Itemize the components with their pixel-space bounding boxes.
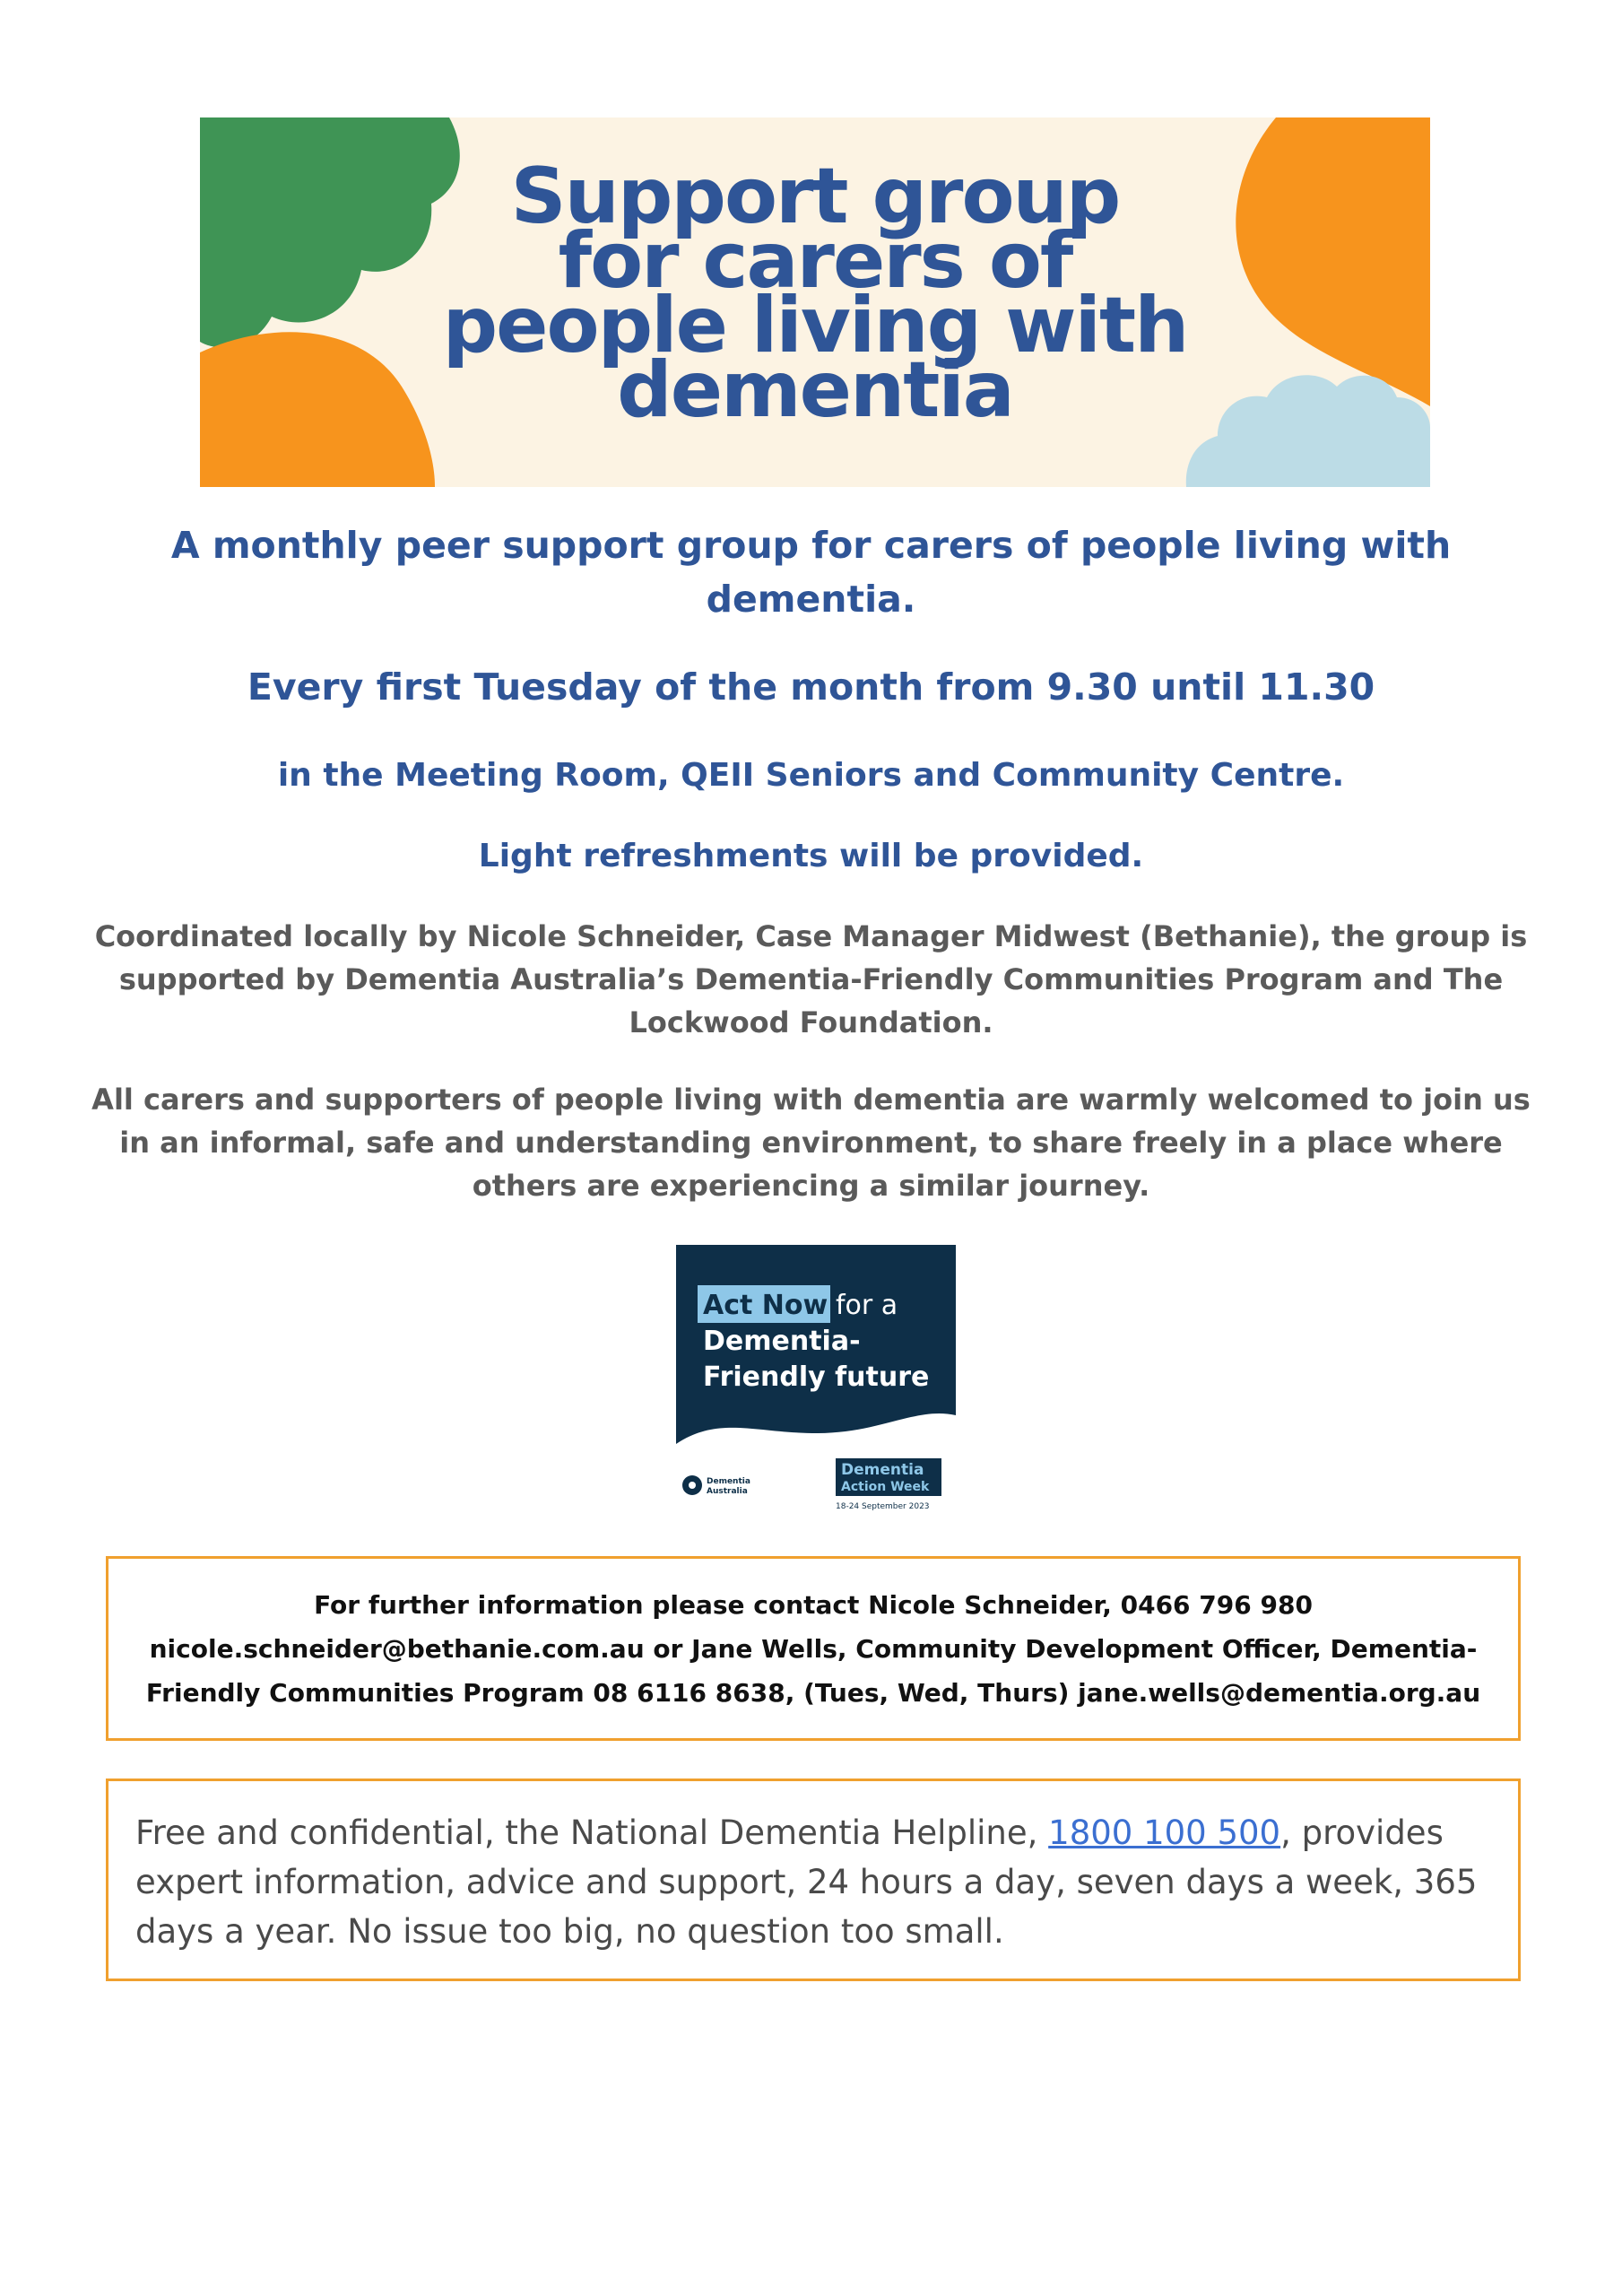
- logo-line2: Dementia-: [703, 1326, 861, 1357]
- header-banner: [200, 117, 1430, 487]
- da-line2: Australia: [707, 1487, 748, 1496]
- act-now-text: Act Now: [703, 1290, 828, 1321]
- refreshments-text: Light refreshments will be provided.: [478, 838, 1144, 874]
- banner-title-line: Support group: [510, 152, 1120, 241]
- helpline-text: [135, 1808, 1491, 1956]
- welcome-paragraph: All carers and supporters of people living with dementia are warmly welcomed to join us in an informal, safe and understanding environment, to share freely in a place where others are experiencing a similar journey.: [91, 1083, 1531, 1203]
- banner-title: [200, 152, 1430, 435]
- da-line1: Dementia: [707, 1477, 750, 1486]
- contact-info-box: [106, 1556, 1521, 1741]
- banner-title-line: for carers of: [558, 216, 1072, 306]
- intro-text: A monthly peer support group for carers of people living with dementia.: [170, 524, 1452, 621]
- banner-title-line: dementia: [617, 345, 1013, 435]
- daw-line2: Action Week: [841, 1480, 930, 1494]
- daw-line1: Dementia: [841, 1461, 924, 1479]
- dementia-action-week-logo: [674, 1245, 958, 1514]
- helpline-box: [106, 1779, 1521, 1981]
- venue-text: in the Meeting Room, QEII Seniors and Community Centre.: [277, 757, 1345, 794]
- banner-title-line: people living with: [442, 281, 1188, 370]
- coordination-paragraph: Coordinated locally by Nicole Schneider, Case Manager Midwest (Bethanie), the group is supported by Dementia Australia’s Dementia-Friendly Communities Program and The Lockwood Foundation.: [94, 919, 1528, 1039]
- helpline-text-after: , provides expert information, advice and support, 24 hours a day, seven days a week, 365 days a year. No issue too big, no question too small.: [135, 1813, 1478, 1951]
- helpline-text-before: Free and confidential, the National Dementia Helpline,: [135, 1813, 1049, 1852]
- schedule-text: Every first Tuesday of the month from 9.30 until 11.30: [247, 665, 1375, 709]
- for-a-text: for a: [836, 1290, 898, 1321]
- dementia-australia-logo: [682, 1475, 750, 1496]
- helpline-phone-link[interactable]: 1800 100 500: [1048, 1813, 1281, 1852]
- contact-text: For further information please contact Nicole Schneider, 0466 796 980 nicole.schneider@bethanie.com.au or Jane Wells, Community Development Officer, Dementia-Friendly Communities Program 08 6116 8638, (Tues, Wed, Thurs) jane.wells@dementia.org.au: [145, 1589, 1481, 1708]
- logo-line3: Friendly future: [703, 1361, 930, 1393]
- daw-dates: 18-24 September 2023: [836, 1502, 930, 1511]
- dementia-action-week-badge: [836, 1458, 941, 1511]
